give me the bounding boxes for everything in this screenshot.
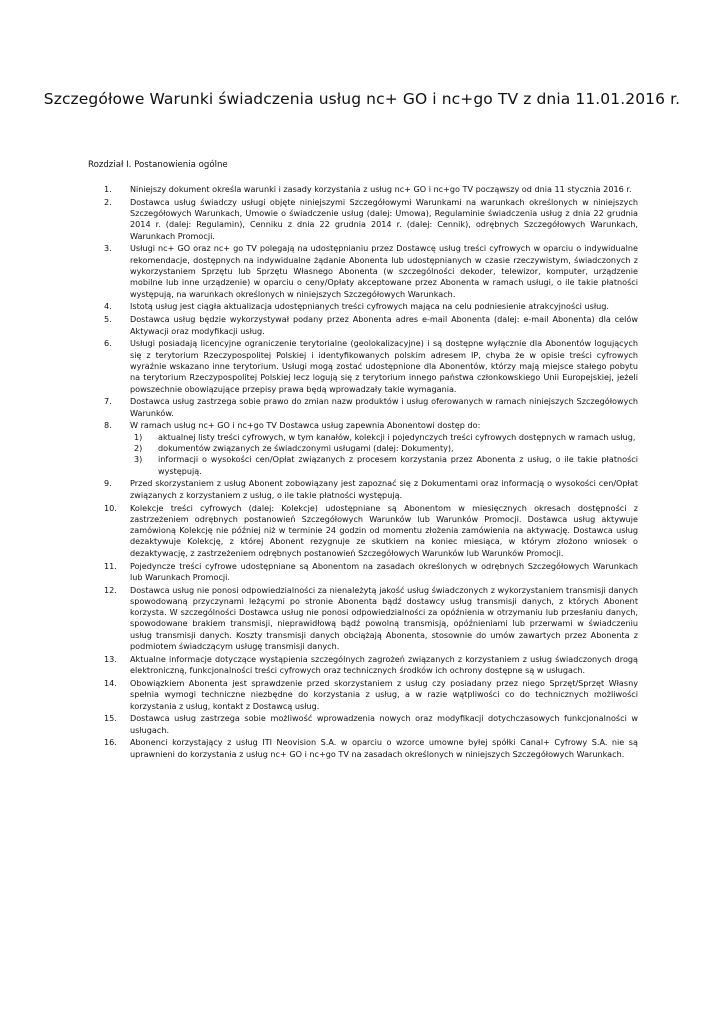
item-text: Abonenci korzystający z usług ITI Neovision S.A. w oparciu o wzorce umowne byłej spółki Canal+ Cyfrowy S.A. nie są uprawnieni do korzystania z usług nc+ GO i nc+go TV na zasadach określonych w niniejszych Szczegółowych Warunkach. [130,737,638,759]
list-item [88,478,638,501]
sub-list [130,432,638,477]
item-number: 7. [104,396,112,407]
sub-item-text: informacji o wysokości cen/Opłat związanych z procesem korzystania przez Abonenta z usług, o ile takie płatności występują. [158,454,638,476]
item-text: Obowiązkiem Abonenta jest sprawdzenie przed skorzystaniem z usług czy posiadany przez niego Sprzęt/Sprzęt Własny spełnia wymogi techniczne niezbędne do korzystania z usług, a w razie wątpliwości co do technicznych możliwości korzystania z usług, kontakt z Dostawcą usług. [130,677,638,711]
item-text: Dostawca usług zastrzega sobie prawo do zmian nazw produktów i usług oferowanych w ramach niniejszych Szczegółowych Warunków. [130,396,638,418]
list-item [88,197,638,242]
list-item [88,503,638,559]
sub-item-text: aktualnej listy treści cyfrowych, w tym kanałów, kolekcji i pojedynczych treści cyfrowych dostępnych w ramach usług, [158,431,636,442]
sub-item-text: dokumentów związanych ze świadczonymi usługami (dalej: Dokumenty), [158,443,454,454]
list-item [88,396,638,419]
item-number: 9. [104,478,112,489]
item-number: 5. [104,314,112,325]
sub-item-number: 3) [134,454,143,465]
item-number: 6. [104,338,112,349]
sub-list-item [134,443,638,454]
list-item [88,561,638,584]
list-item [88,678,638,712]
item-text: Pojedyncze treści cyfrowe udostępniane są Abonentom na zasadach określonych w odrębnych Szczegółowych Warunkach lub Warunkach Promocji. [130,560,638,582]
list-item [88,243,638,299]
list-item [88,184,638,195]
list-item [88,314,638,337]
item-text: Usługi nc+ GO oraz nc+ go TV polegają na udostępnianiu przez Dostawcę usług treści cyfrowych w oparciu o indywidualne rekomendacje, dostępnych na indywidualne żądanie Abonenta lub udostępnianych w czasie rzeczywistym, świadczonych z wykorzystaniem Sprzętu lub Sprzętu Własnego Abonenta (w szczególności dekoder, telewizor, komputer, urządzenie mobilne lub inne urządzenie) w oparciu o ceny/Opłaty akceptowane przez Abonenta w ramach usługi, o ile takie płatności występują, na warunkach określonych w niniejszych Szczegółowych Warunkach. [130,243,638,299]
terms-list [88,184,638,762]
item-number: 1. [104,184,112,194]
document-title: Szczegółowe Warunki świadczenia usług nc+ GO i nc+go TV z dnia 11.01.2016 r. [43,90,681,108]
list-item [88,301,638,312]
item-number: 10. [104,502,117,513]
list-item [88,338,638,394]
list-item [88,713,638,736]
item-number: 2. [104,196,112,207]
item-number: 3. [104,243,112,254]
sub-list-item [134,454,638,477]
item-text: Aktualne informacje dotyczące wystąpienia szczególnych zagrożeń związanych z korzystaniem z usług świadczonych drogą elektroniczną, funkcjonalności treści cyfrowych oraz technicznych środków ich ochrony dostępne są w usługach. [130,653,638,676]
item-text: W ramach usług nc+ GO i nc+go TV Dostawca usług zapewnia Abonentowi dostęp do: [130,420,481,431]
item-text: Przed skorzystaniem z usług Abonent zobowiązany jest zapoznać się z Dokumentami oraz informacją o wysokości cen/Opłat związanych z korzystaniem z usług, o ile takie płatności występują. [130,478,638,500]
item-text: Dostawca usług świadczy usługi objęte niniejszymi Szczegółowymi Warunkami na warunkach określonych w niniejszych Szczegółowych Warunkach, Umowie o świadczenie usług (dalej: Umowa), Regulaminie świadczenia usług z dnia 22 grudnia 2014 r. (dalej: Regulamin), Cenniku z dnia 22 grudnia 2014 r. (dalej: Cennik), odrębnych Szczegółowych Warunkach, Warunkach Promocji. [130,196,638,241]
item-text: Kolekcje treści cyfrowych (dalej: Kolekcje) udostępniane są Abonentom w miesięcznych okresach dostępności z zastrzeżeniem odrębnych postanowień Szczegółowych Warunków lub Warunków Promocji. Dostawca usług aktywuje zamówioną Kolekcję nie później niż w terminie 24 godzin od momentu złożenia zamówienia na aktywację. Dostawca usług dezaktywuje Kolekcję, z której Abonent rezygnuje ze skutkiem na koniec miesiąca, w którym złożono wniosek o dezaktywację, z zastrzeżeniem odrębnych postanowień Szczegółowych Warunków lub Warunków Promocji. [130,502,638,558]
item-number: 14. [104,677,117,688]
item-text: Istotą usług jest ciągła aktualizacja udostępnianych treści cyfrowych mająca na celu podniesienie atrakcyjności usług. [130,301,609,312]
section-heading: Rozdział I. Postanowienia ogólne [88,160,228,170]
item-text: Dostawca usług będzie wykorzystywał podany przez Abonenta adres e-mail Abonenta (dalej: e-mail Abonenta) dla celów Aktywacji oraz modyfikacji usług. [130,314,638,336]
item-text: Dostawca usług nie ponosi odpowiedzialności za nienależytą jakość usług świadczonych z wykorzystaniem transmisji danych spowodowaną przyczynami leżącymi po stronie Abonenta bądź dostawcy usług transmisji danych, z których Abonent korzysta. W szczególności Dostawca usług nie ponosi odpowiedzialności za opóźnienia w otrzymaniu lub przesłaniu danych, spowodowane brakiem transmisji, nieprawidłową bądź powolną transmisją, opóźnieniami lub przerwami w świadczeniu usług transmisji danych. Koszty transmisji danych obciążają Abonenta, stosownie do umów zawartych przez Abonenta z podmiotem świadczącym usługę transmisji danych. [130,584,638,652]
list-item [88,654,638,677]
list-item [88,737,638,760]
item-number: 13. [104,653,117,664]
item-text: Dostawca usług zastrzega sobie możliwość wprowadzenia nowych oraz modyfikacji dotychczasowych funkcjonalności w usługach. [130,713,638,735]
list-item [88,420,638,476]
item-number: 11. [104,560,117,571]
list-item [88,585,638,653]
item-number: 16. [104,737,117,748]
item-number: 8. [104,420,112,431]
item-number: 15. [104,713,117,724]
item-text: Usługi posiadają licencyjne ograniczenie terytorialne (geolokalizacyjne) i są dostępne wyłącznie dla Abonentów logujących się z terytorium Rzeczypospolitej Polskiej i identyfikowanych polskim adresem IP, chyba że w opisie treści cyfrowych wyraźnie wskazano inne terytorium. Usługi mogą zostać udostępnione dla Abonentów, którzy mają miejsce stałego pobytu na terytorium Rzeczypospolitej Polskiej lecz logują się z terytorium innego państwa członkowskiego Unii Europejskiej, jeżeli powszechnie obowiązujące przepisy prawa będą wprowadzały takie wymagania. [130,338,638,394]
item-number: 12. [104,584,117,595]
sub-item-number: 1) [134,431,143,442]
sub-item-number: 2) [134,443,143,454]
item-text: Niniejszy dokument określa warunki i zasady korzystania z usług nc+ GO i nc+go TV począwszy od dnia 11 stycznia 2016 r. [130,184,632,194]
sub-list-item [134,432,638,443]
item-number: 4. [104,301,112,312]
